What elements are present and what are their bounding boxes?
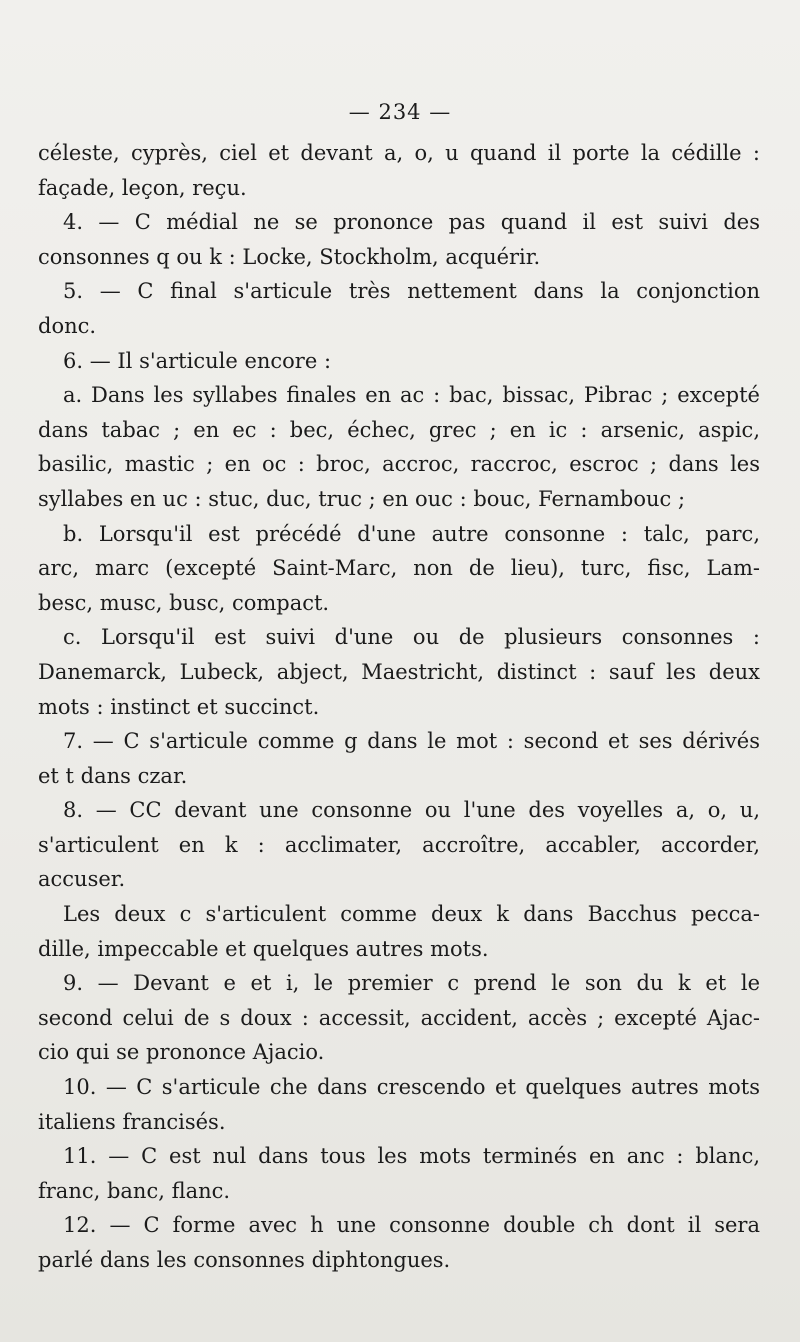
- text-line: dille, impeccable et quelques autres mots.: [38, 936, 489, 961]
- text-line: s'articulent en k : acclimater, accroître, accabler, accorder,: [38, 832, 760, 857]
- body-text: [38, 136, 760, 1278]
- text-line: Danemarck, Lubeck, abject, Maestricht, distinct : sauf les deux: [38, 659, 760, 684]
- page-number: — 234 —: [348, 100, 452, 124]
- text-line: besc, musc, busc, compact.: [38, 590, 330, 615]
- text-line: 10. — C s'articule che dans crescendo et quelques autres mots: [63, 1075, 760, 1100]
- text-line: arc, marc (excepté Saint-Marc, non de lieu), turc, fisc, Lam-: [38, 556, 760, 581]
- text-line: 8. — CC devant une consonne ou l'une des voyelles a, o, u,: [63, 798, 760, 823]
- text-line: dans tabac ; en ec : bec, échec, grec ; en ic : arsenic, aspic,: [38, 417, 760, 442]
- text-line: 9. — Devant e et i, le premier c prend le son du k et le: [63, 971, 760, 996]
- text-line: syllabes en uc : stuc, duc, truc ; en ouc : bouc, Fernambouc ;: [38, 486, 686, 511]
- text-line: consonnes q ou k : Locke, Stockholm, acquérir.: [38, 244, 541, 269]
- text-line: parlé dans les consonnes diphtongues.: [38, 1248, 451, 1272]
- text-line: donc.: [38, 313, 97, 338]
- text-line: 12. — C forme avec h une consonne double ch dont il sera: [63, 1213, 760, 1238]
- text-line: 11. — C est nul dans tous les mots terminés en anc : blanc,: [63, 1144, 760, 1169]
- text-line: franc, banc, flanc.: [38, 1178, 231, 1203]
- text-line: 6. — Il s'articule encore :: [63, 348, 332, 373]
- text-line: et t dans czar.: [38, 763, 188, 788]
- text-line: 7. — C s'articule comme g dans le mot : second et ses dérivés: [63, 729, 760, 754]
- text-line: b. Lorsqu'il est précédé d'une autre consonne : talc, parc,: [63, 521, 760, 546]
- text-line: céleste, cyprès, ciel et devant a, o, u quand il porte la cédille :: [38, 141, 760, 165]
- text-line: second celui de s doux : accessit, accident, accès ; excepté Ajac-: [38, 1005, 760, 1030]
- text-line: accuser.: [38, 867, 126, 892]
- text-line: italiens francisés.: [38, 1109, 226, 1134]
- text-line: a. Dans les syllabes finales en ac : bac, bissac, Pibrac ; excepté: [63, 383, 760, 408]
- text-line: façade, leçon, reçu.: [38, 175, 247, 200]
- text-line: cio qui se prononce Ajacio.: [38, 1040, 325, 1065]
- text-line: 5. — C final s'articule très nettement dans la conjonction: [63, 279, 760, 304]
- text-line: basilic, mastic ; en oc : broc, accroc, raccroc, escroc ; dans les: [38, 452, 760, 477]
- text-line: mots : instinct et succinct.: [38, 694, 320, 719]
- text-line: c. Lorsqu'il est suivi d'une ou de plusieurs consonnes :: [63, 625, 760, 650]
- text-line: 4. — C médial ne se prononce pas quand il est suivi des: [63, 210, 760, 235]
- text-line: Les deux c s'articulent comme deux k dans Bacchus pecca-: [63, 902, 760, 927]
